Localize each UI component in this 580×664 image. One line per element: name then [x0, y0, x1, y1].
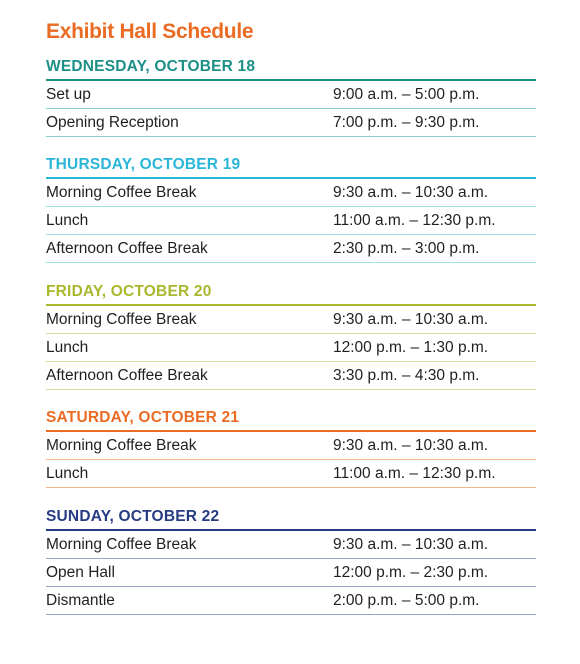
event-name: Set up [46, 86, 91, 103]
schedule-row [46, 306, 536, 334]
schedule-row [46, 207, 536, 235]
day-section-thursday [46, 155, 536, 263]
schedule-row [46, 531, 536, 559]
row-divider [46, 136, 536, 137]
day-heading: WEDNESDAY, OCTOBER 18 [46, 58, 256, 75]
row-divider [46, 614, 536, 615]
event-name: Morning Coffee Break [46, 311, 197, 328]
schedule-row [46, 334, 536, 362]
event-time: 9:30 a.m. – 10:30 a.m. [333, 437, 489, 454]
row-divider [46, 389, 536, 390]
schedule-row [46, 235, 536, 263]
day-section-sunday [46, 507, 536, 615]
event-name: Afternoon Coffee Break [46, 240, 208, 257]
event-time: 2:30 p.m. – 3:00 p.m. [333, 240, 480, 257]
event-name: Morning Coffee Break [46, 536, 197, 553]
schedule-row [46, 109, 536, 137]
schedule-row [46, 460, 536, 488]
day-section-friday [46, 282, 536, 390]
event-name: Opening Reception [46, 114, 179, 131]
event-name: Open Hall [46, 564, 115, 581]
event-name: Afternoon Coffee Break [46, 367, 208, 384]
event-name: Lunch [46, 339, 89, 356]
event-time: 11:00 a.m. – 12:30 p.m. [333, 212, 496, 229]
day-section-saturday [46, 408, 536, 488]
day-heading: SATURDAY, OCTOBER 21 [46, 409, 240, 426]
event-time: 9:30 a.m. – 10:30 a.m. [333, 184, 489, 201]
event-time: 9:30 a.m. – 10:30 a.m. [333, 536, 489, 553]
event-name: Dismantle [46, 592, 115, 609]
schedule-row [46, 432, 536, 460]
schedule-row [46, 81, 536, 109]
event-name: Lunch [46, 465, 89, 482]
schedule-row [46, 179, 536, 207]
schedule-row [46, 587, 536, 615]
page-title: Exhibit Hall Schedule [46, 20, 254, 43]
day-heading: THURSDAY, OCTOBER 19 [46, 156, 241, 173]
event-time: 3:30 p.m. – 4:30 p.m. [333, 367, 480, 384]
event-time: 12:00 p.m. – 2:30 p.m. [333, 564, 489, 581]
row-divider [46, 262, 536, 263]
event-name: Morning Coffee Break [46, 184, 197, 201]
event-name: Lunch [46, 212, 89, 229]
day-section-wednesday [46, 57, 536, 137]
event-name: Morning Coffee Break [46, 437, 197, 454]
event-time: 12:00 p.m. – 1:30 p.m. [333, 339, 489, 356]
schedule-row [46, 362, 536, 390]
event-time: 9:30 a.m. – 10:30 a.m. [333, 311, 489, 328]
schedule-row [46, 559, 536, 587]
event-time: 2:00 p.m. – 5:00 p.m. [333, 592, 480, 609]
event-time: 11:00 a.m. – 12:30 p.m. [333, 465, 496, 482]
day-heading: FRIDAY, OCTOBER 20 [46, 283, 212, 300]
row-divider [46, 487, 536, 488]
day-heading: SUNDAY, OCTOBER 22 [46, 508, 220, 525]
event-time: 7:00 p.m. – 9:30 p.m. [333, 114, 480, 131]
event-time: 9:00 a.m. – 5:00 p.m. [333, 86, 480, 103]
